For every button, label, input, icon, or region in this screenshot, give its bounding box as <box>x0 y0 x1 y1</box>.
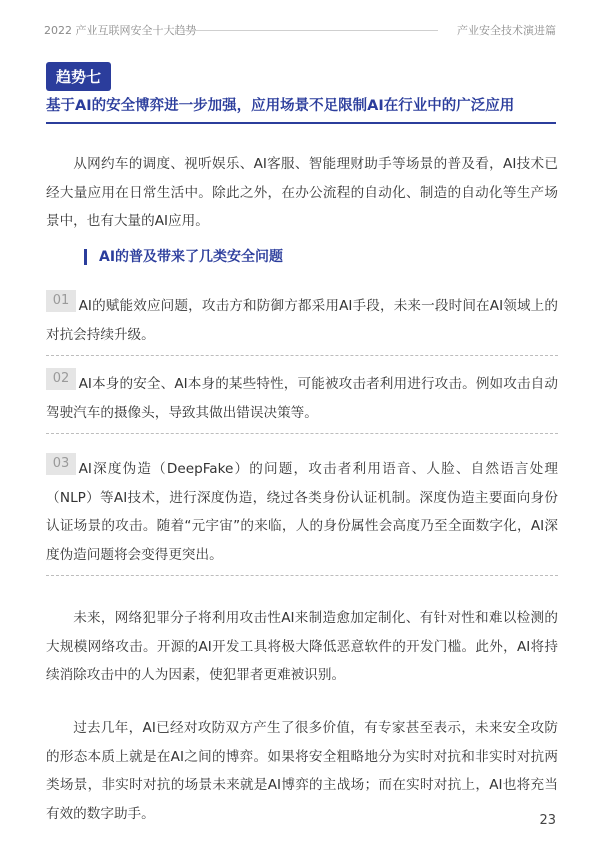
conclusion-paragraph: 过去几年，AI已经对攻防双方产生了很多价值，有专家甚至表示，未来安全攻防的形态本质上就是在AI之间的博弈。如果将安全粗略地分为实时对抗和非实时对抗两类场景，非实时对抗的场景未来就是AI博弈的主战场；而在实时对抗上，AI也将充当有效的数字助手。 <box>46 720 558 822</box>
future-paragraph: 未来，网络犯罪分子将利用攻击性AI来制造愈加定制化、有针对性和难以检测的大规模网络攻击。开源的AI开发工具将极大降低恶意软件的开发门槛。此外，AI将持续消除攻击中的人为因素，使犯罪者更难被识别。 <box>46 610 558 683</box>
list-item <box>46 453 558 576</box>
item-number: 02 <box>46 368 76 390</box>
trend-title: 基于AI的安全博弈进一步加强，应用场景不足限制AI在行业中的广泛应用 <box>46 98 515 114</box>
item-divider <box>46 575 558 576</box>
page-header <box>44 22 556 38</box>
section-heading: AI的普及带来了几类安全问题 <box>84 249 283 265</box>
item-text: AI本身的安全、AI本身的某些特性，可能被攻击者利用进行攻击。例如攻击自动驾驶汽车的摄像头，导致其做出错误决策等。 <box>46 376 558 421</box>
list-item <box>46 290 558 356</box>
item-divider <box>46 433 558 434</box>
item-divider <box>46 355 558 356</box>
trend-badge: 趋势七 <box>46 62 111 91</box>
header-divider <box>184 30 438 31</box>
list-item <box>46 368 558 434</box>
item-number: 03 <box>46 453 76 475</box>
intro-paragraph: 从网约车的调度、视听娱乐、AI客服、智能理财助手等场景的普及看，AI技术已经大量应用在日常生活中。除此之外，在办公流程的自动化、制造的自动化等生产场景中，也有大量的AI应用。 <box>46 156 558 229</box>
page-number: 23 <box>539 813 556 828</box>
item-text: AI深度伪造（DeepFake）的问题，攻击者利用语音、人脸、自然语言处理（NLP）等AI技术，进行深度伪造，绕过各类身份认证机制。深度伪造主要面向身份认证场景的攻击。随着“元宇宙”的来临，人的身份属性会高度乃至全面数字化，AI深度伪造问题将会变得更突出。 <box>46 461 558 563</box>
title-divider <box>46 122 556 124</box>
item-text: AI的赋能效应问题，攻击方和防御方都采用AI手段，未来一段时间在AI领域上的对抗会持续升级。 <box>46 298 558 343</box>
header-report-title: 2022 产业互联网安全十大趋势 <box>44 24 197 37</box>
item-number: 01 <box>46 290 76 312</box>
header-section-title: 产业安全技术演进篇 <box>457 24 556 37</box>
